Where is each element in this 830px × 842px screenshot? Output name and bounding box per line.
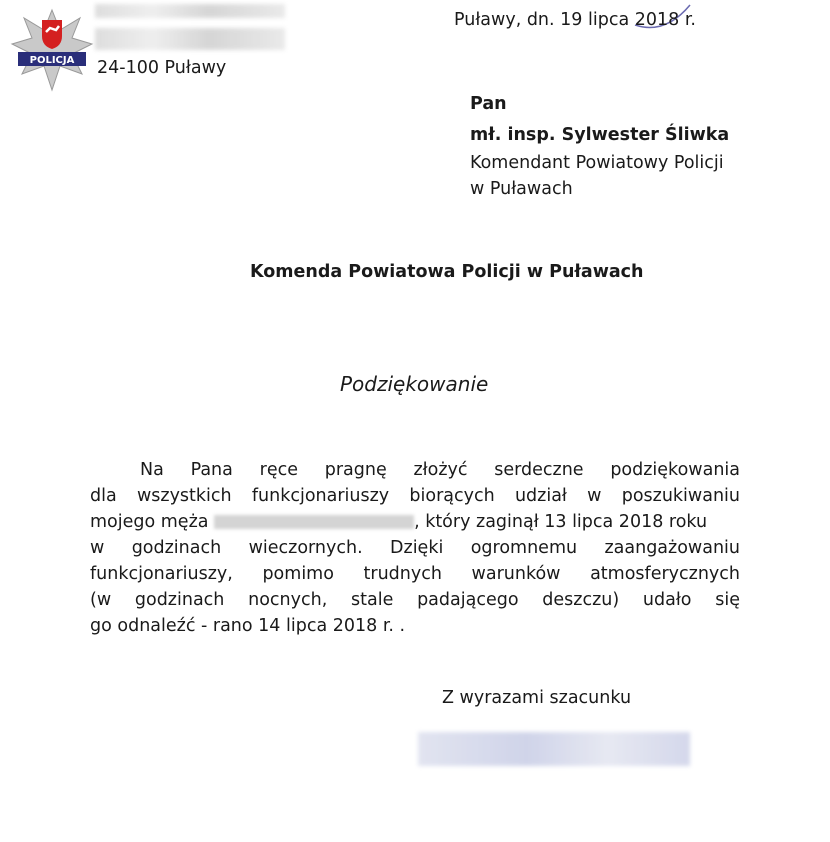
body-line: funkcjonariuszy, pomimo trudnych warunków atmosferycznych bbox=[90, 564, 740, 584]
sender-address: 24-100 Puławy bbox=[97, 58, 227, 78]
closing-phrase: Z wyrazami szacunku bbox=[442, 688, 632, 708]
body-text: mojego męża bbox=[90, 512, 209, 532]
recipient-salutation: Pan bbox=[470, 94, 507, 114]
recipient-place: w Puławach bbox=[470, 179, 573, 199]
redacted-husband-name bbox=[214, 515, 414, 529]
body-line: go odnaleźć - rano 14 lipca 2018 r. . bbox=[90, 616, 406, 636]
svg-text:POLICJA: POLICJA bbox=[29, 55, 75, 66]
body-line: Na Pana ręce pragnę złożyć serdeczne podziękowania bbox=[140, 460, 740, 480]
date-line: Puławy, dn. 19 lipca 2018 r. bbox=[454, 10, 696, 30]
institution-heading: Komenda Powiatowa Policji w Puławach bbox=[250, 262, 644, 282]
redacted-sender-street bbox=[95, 28, 285, 50]
body-line bbox=[90, 512, 740, 532]
subject-title: Podziękowanie bbox=[340, 372, 489, 396]
redacted-sender-name bbox=[95, 4, 285, 18]
recipient-title: Komendant Powiatowy Policji bbox=[470, 153, 724, 173]
body-text: , który zaginął 13 lipca 2018 roku bbox=[414, 512, 708, 532]
redacted-signature bbox=[418, 732, 690, 766]
body-line: dla wszystkich funkcjonariuszy biorących udział w poszukiwaniu bbox=[90, 486, 740, 506]
police-star-logo bbox=[10, 8, 94, 94]
recipient-name: mł. insp. Sylwester Śliwka bbox=[470, 125, 730, 145]
body-line: w godzinach wieczornych. Dzięki ogromnemu zaangażowaniu bbox=[90, 538, 740, 558]
body-line: (w godzinach nocnych, stale padającego deszczu) udało się bbox=[90, 590, 740, 610]
